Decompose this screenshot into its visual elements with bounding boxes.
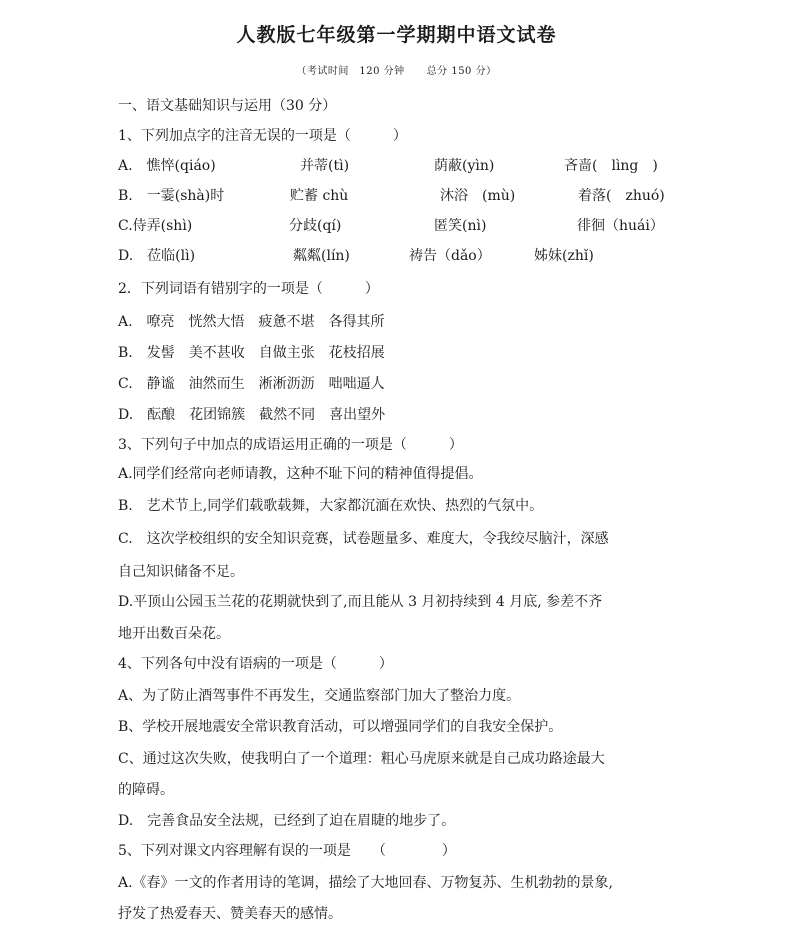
q2-option-d: D. 酝酿 花团锦簇 截然不同 喜出望外: [118, 407, 386, 423]
total-score: 总分 150 分）: [426, 66, 497, 77]
q1-option-c-4: 徘徊（huái）: [577, 218, 664, 234]
q1-option-a-3: 荫蔽(yìn): [434, 158, 495, 174]
q3-option-a: A.同学们经常向老师请教，这种不耻下问的精神值得提倡。: [118, 466, 483, 482]
q5-option-a-line2: 抒发了热爱春天、赞美春天的感情。: [118, 906, 342, 922]
q4-option-c-line2: 的障碍。: [118, 782, 174, 798]
question-1-stem: 1、下列加点字的注音无误的一项是（ ）: [118, 128, 407, 144]
q5-option-a-line1: A.《春》一文的作者用诗的笔调，描绘了大地回春、万物复苏、生机勃勃的景象,: [118, 875, 614, 891]
q1-option-b-3: 沐浴 (mù): [440, 188, 516, 204]
q1-option-b-2: 贮蓄 chù: [290, 188, 349, 204]
q3-option-c-line2: 自己知识储备不足。: [118, 564, 244, 580]
q1-option-c-3: 匿笑(nì): [434, 218, 487, 234]
q3-option-c-line1: C. 这次学校组织的安全知识竞赛，试卷题量多、难度大，令我绞尽脑汁，深感: [118, 531, 609, 547]
q1-option-a-4: 吝啬( lìng ): [564, 158, 658, 174]
q1-option-b-4: 着落( zhuó): [578, 188, 665, 204]
q1-option-c-2: 分歧(qí): [289, 218, 342, 234]
q4-option-b: B、学校开展地震安全常识教育活动，可以增强同学们的自我安全保护。: [118, 719, 563, 735]
question-5-stem: 5、下列对课文内容理解有误的一项是 （ ）: [118, 843, 456, 859]
exam-info: [0, 62, 793, 77]
exam-time: （考试时间 120 分钟: [296, 66, 405, 77]
q1-option-c-1: C.侍弄(shì): [118, 218, 193, 234]
question-4-stem: 4、下列各句中没有语病的一项是（ ）: [118, 656, 393, 672]
q4-option-d: D. 完善食品安全法规，已经到了迫在眉睫的地步了。: [118, 813, 456, 829]
q3-option-d-line2: 地开出数百朵花。: [118, 626, 230, 642]
question-2-stem: 2．下列词语有错别字的一项是（ ）: [118, 281, 379, 297]
q2-option-b: B. 发髻 美不甚收 自做主张 花枝招展: [118, 345, 385, 361]
section-heading: 一、语文基础知识与运用（30 分）: [118, 98, 337, 114]
q4-option-c-line1: C、通过这次失败，使我明白了一个道理：粗心马虎原来就是自己成功路途最大: [118, 751, 605, 767]
q1-option-d-3: 祷告（dǎo）: [409, 248, 491, 264]
q1-option-d-1: D. 莅临(lì): [118, 248, 196, 264]
page-title: 人教版七年级第一学期期中语文试卷: [236, 24, 557, 46]
q1-option-a-1: A. 憔悴(qiáo): [118, 158, 216, 174]
q1-option-d-4: 姊妹(zhǐ): [534, 248, 594, 264]
question-3-stem: 3、下列句子中加点的成语运用正确的一项是（ ）: [118, 437, 463, 453]
q1-option-d-2: 粼粼(lín): [293, 248, 350, 264]
q2-option-c: C. 静谧 油然而生 淅淅沥沥 咄咄逼人: [118, 376, 385, 392]
q1-option-b-1: B. 一霎(shà)时: [118, 188, 225, 204]
q1-option-a-2: 并蒂(tì): [300, 158, 350, 174]
q3-option-d-line1: D.平顶山公园玉兰花的花期就快到了,而且能从 3 月初持续到 4 月底, 参差不齐: [118, 594, 603, 610]
q4-option-a: A、为了防止酒驾事件不再发生，交通监察部门加大了整治力度。: [118, 688, 521, 704]
q2-option-a: A. 嘹亮 恍然大悟 疲惫不堪 各得其所: [118, 314, 385, 330]
q3-option-b: B. 艺术节上,同学们载歌载舞，大家都沉湎在欢快、热烈的气氛中。: [118, 498, 544, 514]
